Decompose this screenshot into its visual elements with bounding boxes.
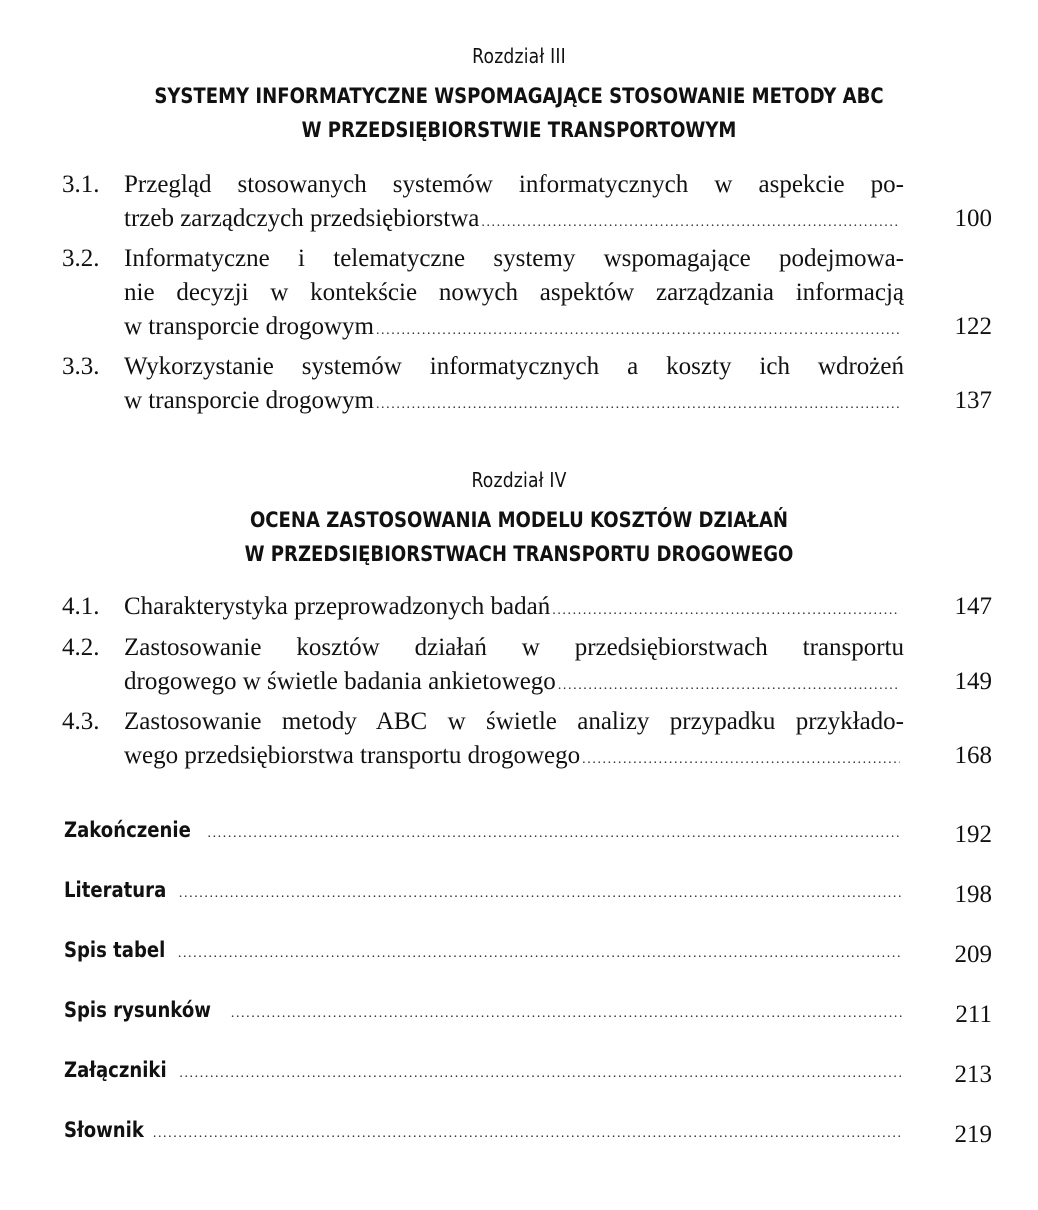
dot-leader: [558, 669, 900, 703]
toc-entry: [62, 168, 992, 236]
dot-leader: [179, 886, 902, 902]
page-number: 147: [954, 593, 992, 620]
section-title-line: Zastosowanie metody ABC w świetle analizy przypadku przykłado-: [124, 708, 904, 735]
page-number: 122: [954, 313, 992, 340]
toc-back-matter-entry: [64, 878, 992, 912]
section-title: [124, 168, 904, 236]
chapter-title: [73, 503, 966, 571]
chapter-title-line: SYSTEMY INFORMATYCZNE WSPOMAGAJĄCE STOSOWANIE METODY ABC: [154, 84, 884, 108]
back-matter-title: Zakończenie: [64, 818, 191, 842]
page-number: 137: [954, 387, 992, 414]
dot-leader: [178, 946, 902, 962]
dot-leader: [481, 206, 900, 240]
section-title-line: trzeb zarządczych przedsiębiorstwa: [124, 205, 480, 232]
section-title: [124, 705, 904, 773]
page-number: 100: [954, 205, 992, 232]
section-title-line: w transporcie drogowym: [124, 387, 374, 414]
section-title-line: nie decyzji w kontekście nowych aspektów zarządzania informacją: [124, 279, 904, 306]
dot-leader: [153, 1126, 902, 1142]
toc-back-matter-entry: [64, 938, 992, 972]
toc-entry: [62, 590, 992, 624]
section-title: [124, 631, 904, 699]
section-title: [124, 242, 904, 344]
page-number: 168: [954, 742, 992, 769]
toc-back-matter-entry: [64, 998, 992, 1032]
dot-leader: [179, 1066, 902, 1082]
dot-leader: [231, 1006, 902, 1022]
chapter-title: [73, 79, 966, 147]
back-matter-title: Literatura: [64, 878, 167, 902]
dot-leader: [582, 743, 900, 777]
section-number: 3.3.: [62, 353, 100, 380]
page-number: 149: [954, 668, 992, 695]
back-matter-title: Słownik: [64, 1118, 144, 1142]
section-number: 3.2.: [62, 245, 100, 272]
chapter-title-line: OCENA ZASTOSOWANIA MODELU KOSZTÓW DZIAŁAŃ: [249, 508, 789, 532]
dot-leader: [552, 594, 900, 628]
section-title-line: drogowego w świetle badania ankietowego: [124, 668, 556, 695]
chapter-title-line: W PRZEDSIĘBIORSTWIE TRANSPORTOWYM: [301, 118, 737, 142]
dot-leader: [376, 388, 900, 422]
dot-leader: [207, 826, 902, 842]
section-title-line: Charakterystyka przeprowadzonych badań: [124, 593, 551, 620]
section-title-line: Informatyczne i telematyczne systemy wspomagające podejmowa-: [124, 245, 904, 272]
section-title: [124, 350, 904, 418]
back-matter-title: Spis tabel: [64, 938, 166, 962]
section-title-line: Przegląd stosowanych systemów informatycznych w aspekcie po-: [124, 171, 904, 198]
section-title-line: Wykorzystanie systemów informatycznych a koszty ich wdrożeń: [124, 353, 904, 380]
toc-back-matter-entry: [64, 1118, 992, 1152]
page-number: 192: [954, 821, 992, 848]
section-title-line: Zastosowanie kosztów działań w przedsiębiorstwach transportu: [124, 634, 904, 661]
section-title-line: w transporcie drogowym: [124, 313, 374, 340]
toc-entry: [62, 350, 992, 418]
section-title-line: wego przedsiębiorstwa transportu drogowego: [124, 742, 581, 769]
toc-entry: [62, 631, 992, 699]
page-number: 211: [955, 1001, 992, 1028]
section-number: 4.1.: [62, 593, 100, 620]
toc-entry: [62, 705, 992, 773]
toc-back-matter-entry: [64, 1058, 992, 1092]
section-number: 4.2.: [62, 634, 100, 661]
chapter-label: Rozdział III: [472, 44, 566, 68]
section-number: 3.1.: [62, 171, 100, 198]
back-matter-title: Spis rysunków: [64, 998, 211, 1022]
page-number: 219: [954, 1121, 992, 1148]
chapter-label: Rozdział IV: [471, 468, 567, 492]
toc-back-matter-entry: [64, 818, 992, 852]
section-title: [124, 590, 904, 624]
page-number: 198: [954, 881, 992, 908]
page-number: 213: [954, 1061, 992, 1088]
chapter-title-line: W PRZEDSIĘBIORSTWACH TRANSPORTU DROGOWEGO: [244, 542, 794, 566]
section-number: 4.3.: [62, 708, 100, 735]
toc-entry: [62, 242, 992, 344]
back-matter-title: Załączniki: [64, 1058, 167, 1082]
dot-leader: [376, 314, 900, 348]
page-number: 209: [954, 941, 992, 968]
